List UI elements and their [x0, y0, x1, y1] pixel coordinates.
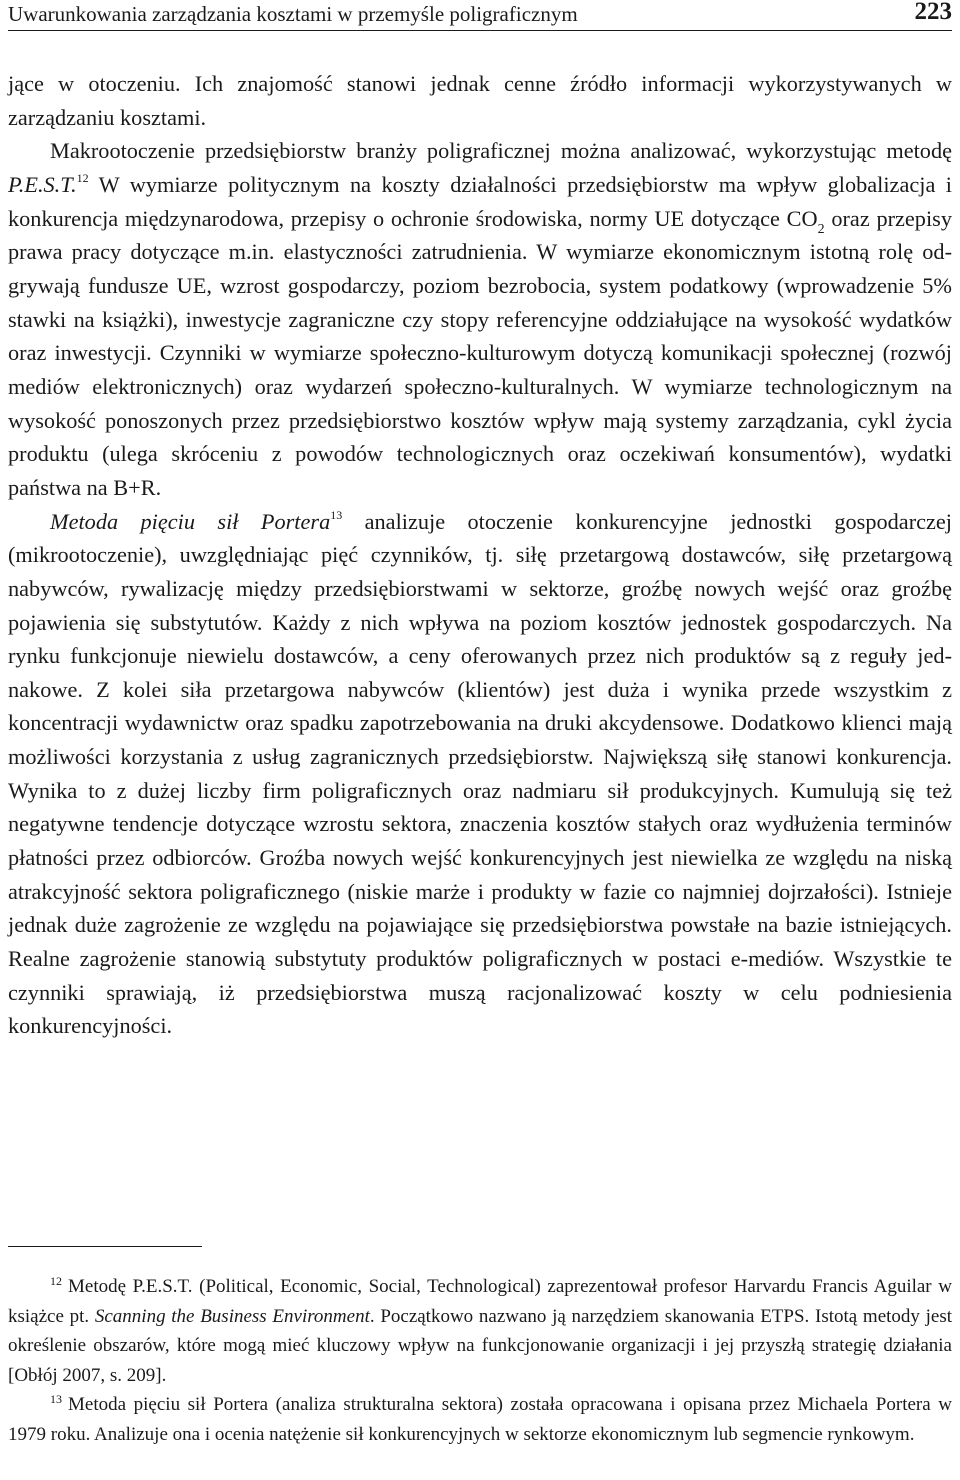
footnote-separator [8, 1246, 202, 1247]
paragraph-2-body-cont: oraz przepisy prawa pracy dotyczące m.in. elastyczności zatrudnienia. W wymiarze ekonomicznym istotną rolę odgrywają fundusze UE, wzrost gospodarczy, poziom bezrobocia, system podatkowy (wprowadzenie 5% stawki na książki), inwestycje zagraniczne czy stopy referencyjne oddziałujące na wysokość wydatków oraz inwestycji. Czynniki w wymiarze społeczno-kulturowym dotyczą komunikacji społecznej (rozwój mediów elektronicznych) oraz wydarzeń społeczno-kulturalnych. W wymiarze technologicznym na wysokość ponoszonych przez przedsiębiorstwo kosztów wpływ mają systemy zarządzania, cykl życia produktu (ulega skróceniu z powodów technologicznych oraz oczekiwań konsumentów), wydatki państwa na [8, 205, 952, 500]
paragraph-1: jące w otoczeniu. Ich znajomość stanowi jednak cenne źródło informacji wykorzystywanych w zarządzaniu kosztami. [8, 71, 952, 130]
footnote-12 [8, 1272, 952, 1390]
porter-method-name: Metoda pięciu sił Portera [50, 508, 331, 534]
main-text [8, 67, 952, 1043]
paragraph-2-intro: Makrootoczenie przedsiębiorstw branży poligraficznej można analizować, wykorzystując metodę [50, 138, 952, 164]
footnotes [8, 1272, 952, 1450]
paragraph-3 [8, 505, 952, 1044]
running-header [8, 0, 952, 31]
page-number: 223 [914, 0, 952, 25]
running-header-title: Uwarunkowania zarządzania kosztami w przemyśle poligraficznym [8, 2, 578, 26]
footnote-13 [8, 1390, 952, 1449]
co2-subscript: 2 [817, 221, 825, 237]
footnote-12-book-title: Scanning the Business Environment [94, 1305, 370, 1327]
pest-method-name: P.E.S.T. [8, 171, 77, 197]
footnote-ref-12[interactable]: 12 [76, 170, 89, 185]
paragraph-3-body: analizuje otoczenie konkurencyjne jednostki gospodarczej (mikrootoczenie), uwzględniając pięć czynników, tj. siłę przetargową dostawców, siłę przetargową nabywców, rywalizację między przedsiębiorstwami w sektorze, groźbę nowych wejść oraz groźbę pojawienia się substytutów. Każdy z nich wpływa na poziom kosztów jednostek gospodarczych. Na rynku funkcjonuje niewielu dostawców, a ceny oferowanych przez nich produktów są z reguły jednakowe. Z kolei siła przetargowa nabywców (klientów) jest duża i wynika przede wszystkim z koncentracji wydawnictw oraz spadku zapotrzebowania na druki akcydensowe. Dodatkowo klienci mają możliwości korzystania z usług zagranicznych przedsiębiorstw. Największą siłę stanowi konkurencja. Wynika to z dużej liczby firm poligraficznych oraz nadmiaru sił produkcyjnych. Kumulują się też negatywne tendencje dotyczące wzrostu sektora, znaczenia kosztów stałych oraz wydłużenia terminów płatności przez odbiorców. Groźba nowych wejść konkurencyjnych jest niewielka ze względu na niską atrakcyjność sektora poligraficznego (niskie marże i produkty w fazie co najmniej dojrzałości). Istnieje jednak duże zagrożenie ze względu na pojawiające się przedsiębiorstwa powstałe na bazie istniejących. Realne zagrożenie stanowią substytuty produktów poligraficznych w postaci e-mediów. Wszystkie te czynniki sprawiają, iż przedsiębiorstwa muszą racjonalizować koszty w celu podniesienia konkurencyjności. [8, 508, 952, 1039]
paragraph-2-end: B+R. [113, 474, 162, 500]
paragraph-2 [8, 134, 952, 504]
paragraph-2-body: W wymiarze politycznym na koszty działalności przedsiębiorstw ma wpływ globalizacja i konkurencja międzynarodowa, przepisy o ochronie środowiska, normy UE dotyczące CO [8, 171, 952, 231]
footnote-12-number: 12 [50, 1274, 62, 1288]
footnote-13-text: Metoda pięciu sił Portera (analiza strukturalna sektora) została opracowana i opisana przez Michaela Portera w 1979 roku. Analizuje ona i ocenia natężenie sił konkurencyjnych w sektorze ekonomicznym lub segmencie rynkowym. [8, 1394, 952, 1445]
footnote-13-number: 13 [50, 1392, 62, 1407]
footnote-ref-13[interactable]: 13 [330, 507, 343, 522]
footnote-12-text: Metodę P.E.S.T. (Political, Economic, Social, Technological) zaprezentował profesor Harvardu Francis Aguilar w książce pt. [8, 1276, 952, 1327]
footnote-12-text-cont: . Początkowo nazwano ją narzędziem skanowania ETPS. Istotą metody jest określenie obszarów, które mogą mieć kluczowy wpływ na funkcjonowanie organizacji i jej przyszłą strategię działania [Obłój 2007, s. 209]. [8, 1305, 953, 1386]
